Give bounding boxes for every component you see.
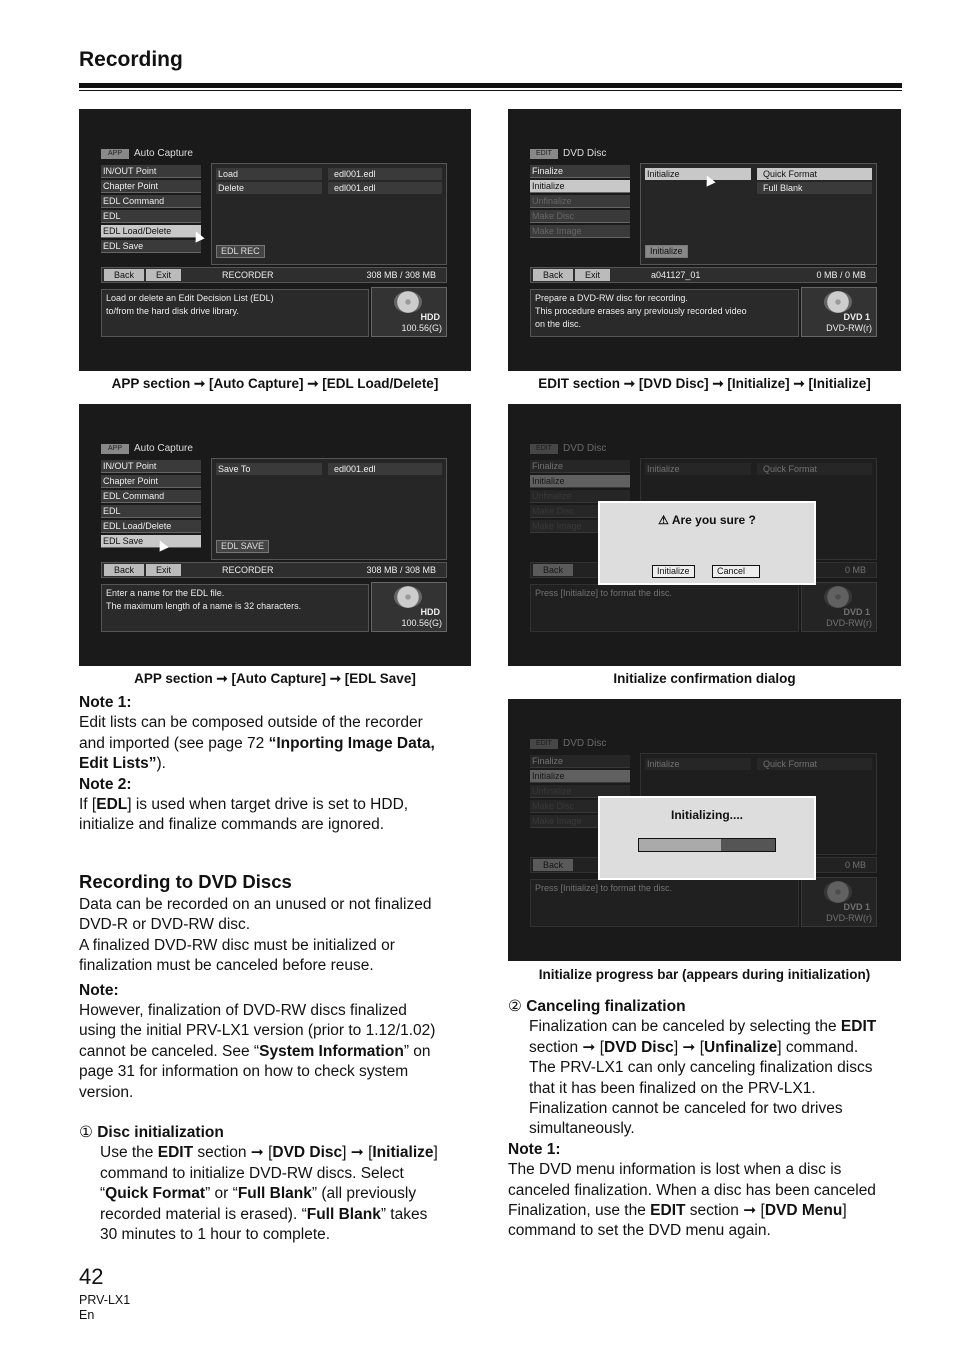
item-heading: ② Canceling finalization [508, 998, 686, 1015]
drive-indicator [371, 287, 447, 337]
info-box [101, 584, 369, 632]
text-line: DVD-R or DVD-RW disc. [79, 916, 251, 934]
screenshot-initialize [508, 109, 901, 371]
drive-type: DVD-RW(r) [826, 323, 872, 333]
option-label[interactable]: Delete [216, 182, 322, 194]
dialog-title: Initializing.... [671, 808, 743, 822]
menu-item[interactable]: Unfinalize [530, 785, 630, 798]
dvd-icon [824, 881, 852, 903]
capacity-readout: 308 MB / 308 MB [366, 565, 436, 575]
back-button[interactable]: Back [533, 269, 573, 281]
drive-name: DVD 1 [843, 607, 870, 617]
left-notes [79, 693, 479, 836]
caption: EDIT section ➞ [DVD Disc] ➞ [Initialize] ➞ [Initialize] [538, 376, 871, 391]
panel-button[interactable]: EDL SAVE [216, 540, 269, 553]
note-label: Note 2: [79, 775, 132, 793]
confirm-dialog [598, 501, 816, 585]
caption: Initialize progress bar (appears during initialization) [538, 967, 871, 982]
menu-item[interactable]: EDL [101, 505, 201, 518]
side-menu [101, 460, 201, 550]
info-box [530, 584, 799, 632]
left-body [79, 895, 479, 1246]
menu-item[interactable]: EDL [101, 210, 201, 223]
menu-item-selected[interactable]: Initialize [530, 475, 630, 488]
text-line: page 31 for information on how to check system [79, 1063, 409, 1081]
drive-capacity: 100.56(G) [401, 618, 442, 628]
text-line: Finalization, use the EDIT section ➞ [DVD Menu] [508, 1202, 847, 1220]
menu-item-selected[interactable]: Initialize [530, 770, 630, 783]
menu-item[interactable]: Chapter Point [101, 180, 201, 193]
drive-indicator [801, 287, 877, 337]
option-value[interactable]: Full Blank [757, 182, 872, 194]
text-line: command to set the DVD menu again. [508, 1222, 771, 1240]
screenshot-edl-load-delete [79, 109, 471, 371]
dvd-icon [824, 586, 852, 608]
dialog-title: ⚠ Are you sure ? [658, 513, 756, 527]
initialize-button[interactable]: Initialize [652, 565, 695, 578]
progress-dialog [598, 796, 816, 880]
title-label: a041127_01 [651, 270, 701, 280]
header-rule-thin [79, 90, 902, 91]
header-rule [79, 83, 902, 88]
target-label: RECORDER [222, 565, 274, 575]
text-line: initialize and finalize commands are ignored. [79, 816, 384, 834]
screenshot-edl-save [79, 404, 471, 666]
option-label[interactable]: Initialize [645, 168, 751, 180]
info-box [530, 879, 799, 927]
info-box [530, 289, 799, 337]
capacity-readout: 308 MB / 308 MB [366, 270, 436, 280]
caption: APP section ➞ [Auto Capture] ➞ [EDL Save] [134, 671, 416, 686]
exit-button[interactable]: Exit [146, 269, 181, 281]
breadcrumb: Auto Capture [134, 148, 193, 159]
side-menu [530, 165, 630, 240]
note-label: Note: [79, 981, 119, 999]
screenshot-progress [508, 699, 901, 961]
status-bar [101, 562, 447, 578]
target-label: RECORDER [222, 270, 274, 280]
info-line: on the disc. [535, 319, 582, 329]
text-line: Edit lists can be composed outside of the recorder [79, 714, 423, 732]
text-line: The DVD menu information is lost when a disc is [508, 1161, 842, 1179]
menu-item[interactable]: IN/OUT Point [101, 165, 201, 178]
breadcrumb: DVD Disc [563, 443, 607, 454]
screenshot-confirm-dialog [508, 404, 901, 666]
panel-button[interactable]: EDL REC [216, 245, 265, 258]
menu-item[interactable]: EDL Command [101, 195, 201, 208]
progress-bar [638, 838, 776, 852]
section-tag: EDIT [530, 739, 558, 749]
page-number: 42 [79, 1264, 104, 1289]
exit-button[interactable]: Exit [575, 269, 610, 281]
menu-item[interactable]: EDL Save [101, 240, 201, 253]
options-panel [640, 163, 877, 265]
text-line: A finalized DVD-RW disc must be initialized or [79, 936, 395, 954]
capacity-readout: 0 MB [844, 565, 866, 575]
drive-indicator [371, 582, 447, 632]
caption: APP section ➞ [Auto Capture] ➞ [EDL Load/Delete] [111, 376, 439, 391]
info-line: to/from the hard disk drive library. [106, 306, 239, 316]
capacity-readout: 0 MB / 0 MB [816, 270, 866, 280]
page-title: Recording [79, 48, 183, 71]
option-value[interactable]: Quick Format [757, 758, 872, 770]
info-line: Press [Initialize] to format the disc. [535, 883, 673, 893]
breadcrumb: Auto Capture [134, 443, 193, 454]
menu-item-selected[interactable]: Initialize [530, 180, 630, 193]
options-panel [211, 458, 447, 560]
text-line: canceled finalization. When a disc has been canceled [508, 1181, 876, 1199]
menu-item[interactable]: Chapter Point [101, 475, 201, 488]
drive-name: HDD [420, 607, 440, 617]
option-value[interactable]: edl001.edl [328, 182, 442, 194]
text-line: If [EDL] is used when target drive is set to HDD, [79, 796, 409, 814]
drive-indicator [801, 877, 877, 927]
menu-item[interactable]: IN/OUT Point [101, 460, 201, 473]
footer-model: PRV-LX1 En [79, 1293, 131, 1322]
menu-item[interactable]: EDL Command [101, 490, 201, 503]
breadcrumb: DVD Disc [563, 738, 607, 749]
info-line: Enter a name for the EDL file. [106, 588, 225, 598]
menu-item[interactable]: Make Disc [530, 210, 630, 223]
option-label[interactable]: Initialize [645, 463, 751, 475]
menu-item[interactable]: EDL Load/Delete [101, 520, 201, 533]
info-line: Prepare a DVD-RW disc for recording. [535, 293, 688, 303]
menu-item-selected[interactable]: EDL Save [101, 535, 201, 548]
back-button[interactable]: Back [104, 269, 144, 281]
info-line: Load or delete an Edit Decision List (EDL) [106, 293, 274, 303]
drive-type: DVD-RW(r) [826, 618, 872, 628]
text-line: cannot be canceled. See “System Information” on [79, 1042, 431, 1060]
drive-capacity: 100.56(G) [401, 323, 442, 333]
dvd-icon [824, 291, 852, 313]
section-tag: EDIT [530, 444, 558, 454]
menu-item[interactable]: Finalize [530, 165, 630, 178]
exit-button[interactable]: Exit [146, 564, 181, 576]
option-value[interactable]: edl001.edl [328, 463, 442, 475]
right-body [508, 997, 908, 1242]
menu-item[interactable]: Unfinalize [530, 195, 630, 208]
options-panel [211, 163, 447, 265]
menu-item[interactable]: Finalize [530, 460, 630, 473]
caption: Initialize confirmation dialog [613, 671, 796, 686]
menu-item[interactable]: Make Image [530, 225, 630, 238]
section-tag: APP [101, 444, 129, 454]
drive-name: HDD [420, 312, 440, 322]
info-line: This procedure erases any previously recorded video [535, 306, 747, 316]
drive-indicator [801, 582, 877, 632]
panel-button[interactable]: Initialize [645, 245, 688, 258]
option-value[interactable]: Quick Format [757, 168, 872, 180]
progress-fill [639, 839, 721, 851]
back-button[interactable]: Back [533, 564, 573, 576]
text-line: However, finalization of DVD-RW discs finalized [79, 1002, 407, 1020]
menu-item-selected[interactable]: EDL Load/Delete [101, 225, 201, 238]
item-body: Use the EDIT section ➞ [DVD Disc] ➞ [Initialize] command to initialize DVD-RW discs. Select “Quick Format” or “Full Blank” (all previously recorded material is erased). “Full Blank” takes 30 minutes to 1 hour to complete. [100, 1144, 438, 1244]
drive-type: DVD-RW(r) [826, 913, 872, 923]
info-line: Press [Initialize] to format the disc. [535, 588, 673, 598]
menu-item[interactable]: Finalize [530, 755, 630, 768]
option-label[interactable]: Initialize [645, 758, 751, 770]
side-menu [101, 165, 201, 255]
text-line: using the initial PRV-LX1 version (prior to 1.12/1.02) [79, 1022, 436, 1040]
section-tag: APP [101, 149, 129, 159]
status-bar [101, 267, 447, 283]
option-label[interactable]: Save To [216, 463, 322, 475]
hdd-icon [394, 586, 422, 608]
option-label[interactable]: Load [216, 168, 322, 180]
text-line: Data can be recorded on an unused or not finalized [79, 896, 432, 913]
info-box [101, 289, 369, 337]
menu-item[interactable]: Make Disc [530, 505, 630, 518]
drive-name: DVD 1 [843, 902, 870, 912]
section-heading: Recording to DVD Discs [79, 871, 292, 892]
menu-item[interactable]: Unfinalize [530, 490, 630, 503]
menu-item[interactable]: Make Image [530, 520, 630, 533]
note-label: Note 1: [79, 694, 132, 711]
menu-item[interactable]: Make Image [530, 815, 630, 828]
info-line: The maximum length of a name is 32 characters. [106, 601, 302, 611]
text-line: version. [79, 1083, 134, 1101]
capacity-readout: 0 MB [844, 860, 866, 870]
text-line: Edit Lists”). [79, 755, 166, 773]
option-value[interactable]: edl001.edl [328, 168, 442, 180]
drive-name: DVD 1 [843, 312, 870, 322]
cancel-button[interactable]: Cancel [712, 565, 760, 578]
text-line: finalization must be canceled before reuse. [79, 957, 374, 975]
back-button[interactable]: Back [533, 859, 573, 871]
text-line: and imported (see page 72 “Inporting Image Data, [79, 734, 435, 752]
warning-icon: ⚠ [658, 513, 669, 527]
hdd-icon [394, 291, 422, 313]
breadcrumb: DVD Disc [563, 148, 607, 159]
section-tag: EDIT [530, 149, 558, 159]
menu-item[interactable]: Make Disc [530, 800, 630, 813]
note-label: Note 1: [508, 1140, 561, 1158]
status-bar [530, 267, 877, 283]
back-button[interactable]: Back [104, 564, 144, 576]
item-body: Finalization can be canceled by selecting the EDIT section ➞ [DVD Disc] ➞ [Unfinalize] command. The PRV-LX1 can only canceling finalization discs that it has been finalized on the PRV-LX1. Finalization cannot be canceled for two drives simultaneously. [529, 1018, 877, 1138]
item-heading: ① Disc initialization [79, 1124, 224, 1142]
option-value[interactable]: Quick Format [757, 463, 872, 475]
